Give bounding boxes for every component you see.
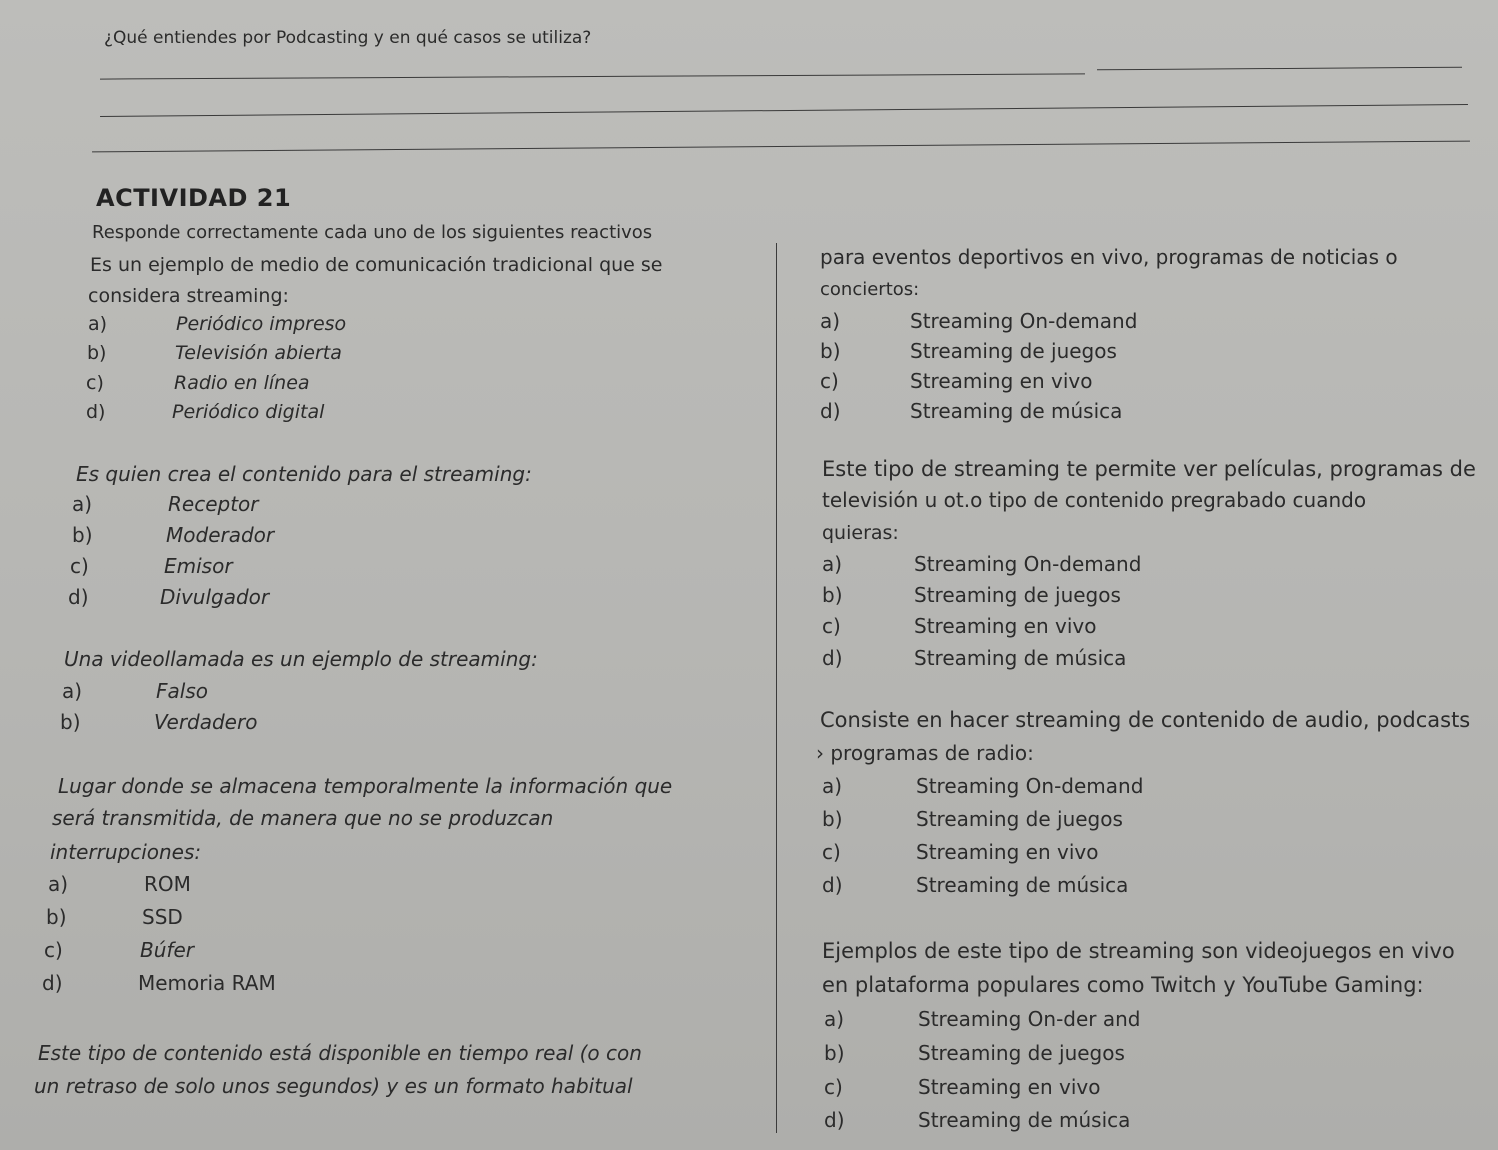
question-stem: será transmitida, de manera que no se produzcan: [52, 806, 554, 830]
option-text[interactable]: Divulgador: [160, 585, 270, 609]
option-letter: b): [822, 807, 843, 831]
option-text[interactable]: Streaming en vivo: [918, 1075, 1101, 1099]
option-letter: d): [820, 399, 841, 423]
option-letter: a): [824, 1007, 845, 1031]
option-text[interactable]: Moderador: [166, 523, 275, 547]
option-letter: b): [72, 523, 93, 547]
option-text[interactable]: Receptor: [168, 492, 259, 516]
option-letter: c): [44, 938, 63, 962]
activity-title: ACTIVIDAD 21: [96, 184, 292, 212]
question-stem: Es un ejemplo de medio de comunicación tradicional que se: [90, 254, 663, 276]
option-letter: c): [820, 369, 839, 393]
option-text[interactable]: SSD: [142, 905, 183, 929]
option-text[interactable]: Streaming en vivo: [914, 614, 1097, 638]
option-letter: d): [42, 971, 63, 995]
option-text[interactable]: Emisor: [164, 554, 233, 578]
option-letter: b): [824, 1041, 845, 1065]
column-divider: [776, 243, 777, 1133]
question-stem: Ejemplos de este tipo de streaming son videojuegos en vivo: [822, 939, 1455, 963]
option-letter: a): [62, 679, 83, 703]
option-letter: d): [68, 585, 89, 609]
question-stem: Una videollamada es un ejemplo de streaming:: [64, 647, 538, 671]
question-stem: Este tipo de streaming te permite ver películas, programas de: [822, 457, 1476, 481]
option-letter: b): [46, 905, 67, 929]
instructions: Responde correctamente cada uno de los siguientes reactivos: [92, 222, 653, 243]
option-text[interactable]: Streaming de juegos: [910, 339, 1117, 363]
option-letter: c): [824, 1075, 843, 1099]
option-letter: b): [60, 710, 81, 734]
answer-line-1a[interactable]: [100, 73, 1085, 79]
option-text[interactable]: Streaming On-der and: [918, 1007, 1141, 1031]
option-letter: b): [87, 342, 107, 364]
option-letter: a): [88, 313, 108, 335]
question-stem: quieras:: [822, 522, 899, 544]
option-letter: b): [820, 339, 841, 363]
answer-line-1b[interactable]: [1097, 67, 1462, 71]
option-letter: a): [72, 492, 93, 516]
question-stem: Lugar donde se almacena temporalmente la información que: [58, 774, 673, 798]
option-letter: d): [822, 873, 843, 897]
question-stem: interrupciones:: [50, 840, 202, 864]
question-stem: Consiste en hacer streaming de contenido de audio, podcasts: [820, 708, 1471, 732]
option-text[interactable]: Streaming de música: [918, 1108, 1131, 1132]
option-letter: b): [822, 583, 843, 607]
question-stem: considera streaming:: [88, 285, 289, 307]
option-text[interactable]: Streaming de música: [914, 646, 1127, 670]
question-stem: › programas de radio:: [816, 741, 1034, 765]
option-letter: d): [824, 1108, 845, 1132]
answer-line-2[interactable]: [100, 104, 1468, 117]
question-stem: Este tipo de contenido está disponible en tiempo real (o con: [38, 1041, 642, 1065]
answer-line-3[interactable]: [92, 141, 1470, 153]
question-stem: en plataforma populares como Twitch y YouTube Gaming:: [822, 973, 1424, 997]
option-text[interactable]: Periódico digital: [172, 401, 325, 423]
option-text[interactable]: Memoria RAM: [138, 971, 276, 995]
option-text[interactable]: Streaming en vivo: [910, 369, 1093, 393]
option-text[interactable]: Televisión abierta: [175, 342, 342, 364]
option-text[interactable]: Streaming On-demand: [914, 552, 1142, 576]
option-text[interactable]: Radio en línea: [174, 372, 310, 394]
option-letter: a): [48, 872, 69, 896]
option-text[interactable]: Streaming de juegos: [918, 1041, 1125, 1065]
option-text[interactable]: Búfer: [140, 938, 194, 962]
option-text[interactable]: Streaming On-demand: [916, 774, 1144, 798]
option-letter: c): [86, 372, 104, 394]
option-text[interactable]: Streaming de juegos: [914, 583, 1121, 607]
question-stem: conciertos:: [820, 279, 920, 300]
option-letter: c): [822, 614, 841, 638]
question-stem: televisión u ot.o tipo de contenido pregrabado cuando: [822, 488, 1367, 512]
option-letter: c): [70, 554, 89, 578]
option-text[interactable]: Falso: [156, 679, 208, 703]
option-letter: d): [86, 401, 106, 423]
option-text[interactable]: Streaming On-demand: [910, 309, 1138, 333]
option-text[interactable]: Streaming de juegos: [916, 807, 1123, 831]
question-stem: Es quien crea el contenido para el streaming:: [76, 462, 532, 486]
option-letter: a): [820, 309, 841, 333]
intro-question: ¿Qué entiendes por Podcasting y en qué casos se utiliza?: [104, 28, 592, 48]
question-stem: un retraso de solo unos segundos) y es un formato habitual: [34, 1074, 633, 1098]
option-letter: a): [822, 552, 843, 576]
option-text[interactable]: Streaming de música: [910, 399, 1123, 423]
option-text[interactable]: Streaming en vivo: [916, 840, 1099, 864]
option-text[interactable]: ROM: [144, 872, 191, 896]
question-stem: para eventos deportivos en vivo, programas de noticias o: [820, 245, 1398, 269]
option-text[interactable]: Verdadero: [154, 710, 258, 734]
option-letter: a): [822, 774, 843, 798]
option-letter: c): [822, 840, 841, 864]
option-letter: d): [822, 646, 843, 670]
option-text[interactable]: Periódico impreso: [176, 313, 347, 335]
option-text[interactable]: Streaming de música: [916, 873, 1129, 897]
